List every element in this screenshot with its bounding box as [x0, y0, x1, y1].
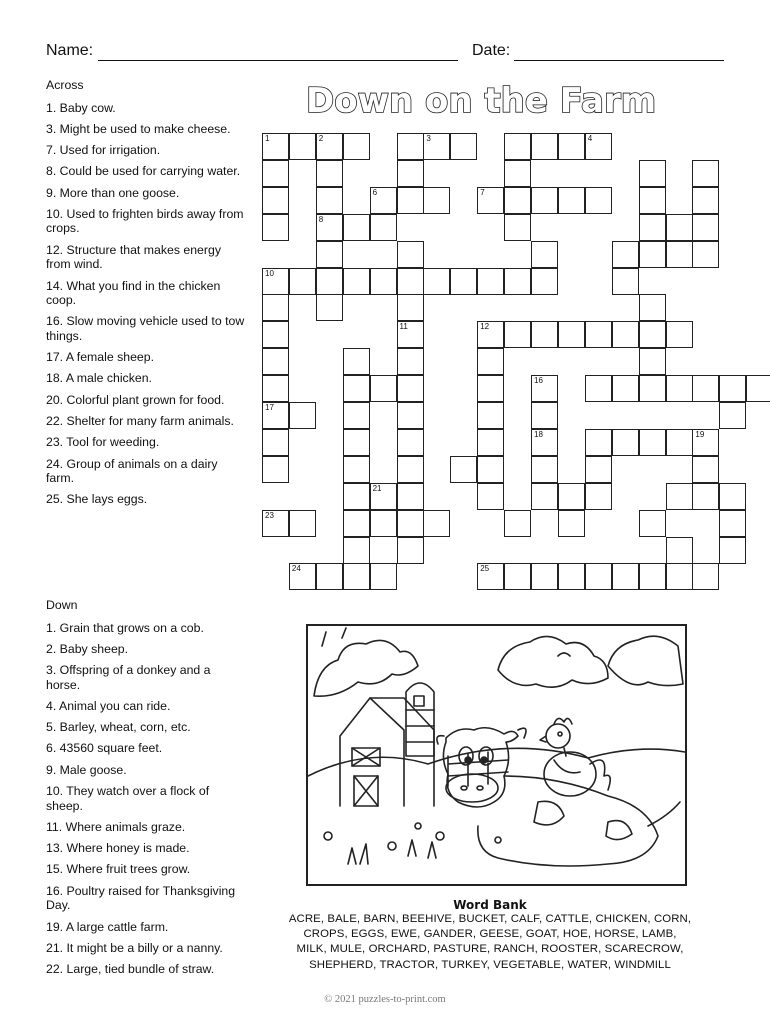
date-line: [514, 60, 724, 62]
crossword-cell[interactable]: [531, 321, 558, 348]
crossword-cell[interactable]: [316, 187, 343, 214]
clue-number: 1: [265, 134, 270, 143]
crossword-cell[interactable]: [397, 241, 424, 268]
crossword-cell[interactable]: [316, 268, 343, 295]
crossword-cell[interactable]: [262, 402, 289, 429]
crossword-cell[interactable]: [531, 563, 558, 590]
crossword-cell[interactable]: [585, 429, 612, 456]
word-bank-line: SHEPHERD, TRACTOR, TURKEY, VEGETABLE, WATER, WINDMILL: [309, 958, 671, 971]
crossword-cell[interactable]: [531, 402, 558, 429]
crossword-cell[interactable]: [504, 510, 531, 537]
clue-down: 3. Offspring of a donkey and a horse.: [46, 663, 211, 692]
clue-across: 25. She lays eggs.: [46, 492, 148, 507]
crossword-cell[interactable]: [666, 483, 693, 510]
crossword-cell[interactable]: [289, 563, 316, 590]
crossword-cell[interactable]: [612, 268, 639, 295]
crossword-cell[interactable]: [504, 563, 531, 590]
crossword-cell[interactable]: [262, 456, 289, 483]
crossword-cell[interactable]: [477, 402, 504, 429]
crossword-cell[interactable]: [692, 241, 719, 268]
crossword-cell[interactable]: [450, 133, 477, 160]
clue-down: 10. They watch over a flock of sheep.: [46, 784, 210, 813]
clue-across: 7. Used for irrigation.: [46, 143, 161, 158]
crossword-cell[interactable]: [370, 187, 397, 214]
clue-number: 8: [318, 214, 324, 224]
crossword-cell[interactable]: [316, 160, 343, 187]
crossword-cell[interactable]: [477, 348, 504, 375]
crossword-cell[interactable]: [558, 563, 585, 590]
crossword-cell[interactable]: [370, 214, 397, 241]
crossword-cell[interactable]: [316, 214, 343, 241]
crossword-cell[interactable]: [585, 133, 612, 160]
clue-number: 21: [372, 483, 382, 493]
crossword-cell[interactable]: [477, 375, 504, 402]
crossword-cell[interactable]: [719, 483, 746, 510]
crossword-cell[interactable]: [343, 402, 370, 429]
clue-number: 11: [399, 322, 408, 332]
trees-icon: [314, 628, 683, 696]
crossword-cell[interactable]: [639, 321, 666, 348]
clue-across: 22. Shelter for many farm animals.: [46, 414, 234, 429]
clue-down: 1. Grain that grows on a cob.: [46, 620, 204, 635]
clue-across: 10. Used to frighten birds away from crops.: [46, 206, 244, 236]
clue-number: 25: [480, 564, 490, 574]
crossword-cell[interactable]: [531, 268, 558, 295]
crossword-cell[interactable]: [639, 348, 666, 375]
crossword-cell[interactable]: [531, 187, 558, 214]
crossword-cell[interactable]: [558, 187, 585, 214]
silo-icon: [406, 683, 434, 756]
clue-down: 21. It might be a billy or a nanny.: [46, 940, 223, 955]
clue-down: 13. Where honey is made.: [46, 841, 190, 856]
clue-down: 16. Poultry raised for Thanksgiving Day.: [46, 883, 236, 913]
barn-icon: [340, 698, 434, 806]
crossword-cell[interactable]: [666, 214, 693, 241]
page-title: [300, 78, 685, 122]
crossword-cell[interactable]: [504, 214, 531, 241]
clue-down: 22. Large, tied bundle of straw.: [46, 962, 215, 977]
clue-across: 16. Slow moving vehicle used to tow things.: [46, 314, 245, 343]
crossword-cell[interactable]: [289, 510, 316, 537]
clue-down: 15. Where fruit trees grow.: [46, 862, 191, 877]
down-heading: Down: [46, 598, 78, 612]
crossword-cell[interactable]: [397, 483, 424, 510]
crossword-cell[interactable]: [504, 321, 531, 348]
crossword-cell[interactable]: [397, 294, 424, 321]
crossword-cell[interactable]: [477, 563, 504, 590]
crossword-cell[interactable]: [477, 321, 504, 348]
crossword-cell[interactable]: [666, 375, 693, 402]
word-bank-title: Word Bank: [453, 898, 527, 912]
crossword-cell[interactable]: [343, 348, 370, 375]
date-field[interactable]: [472, 42, 510, 60]
crossword-cell[interactable]: [692, 160, 719, 187]
clue-down: 4. Animal you can ride.: [46, 698, 171, 713]
crossword-cell[interactable]: [262, 160, 289, 187]
clue-number: 4: [587, 134, 593, 143]
clue-number: 24: [291, 564, 301, 574]
clue-across: 12. Structure that makes energy from wind.: [46, 242, 221, 272]
clue-across: 14. What you find in the chicken coop.: [46, 278, 221, 308]
crossword-cell[interactable]: [639, 241, 666, 268]
across-heading: Across: [46, 78, 84, 92]
clue-across: 18. A male chicken.: [46, 371, 152, 386]
crossword-cell[interactable]: [370, 483, 397, 510]
crossword-cell[interactable]: [666, 429, 693, 456]
crossword-cell[interactable]: [343, 537, 370, 564]
svg-text:Down on the Farm: Down on the Farm: [306, 81, 657, 121]
crossword-cell[interactable]: [397, 187, 424, 214]
crossword-cell[interactable]: [692, 456, 719, 483]
crossword-cell[interactable]: [262, 429, 289, 456]
crossword-cell[interactable]: [343, 268, 370, 295]
crossword-cell[interactable]: [531, 241, 558, 268]
crossword-cell[interactable]: [289, 268, 316, 295]
crossword-cell[interactable]: [692, 483, 719, 510]
crossword-cell[interactable]: [289, 402, 316, 429]
crossword-cell[interactable]: [397, 510, 424, 537]
clue-down: 5. Barley, wheat, corn, etc.: [46, 720, 191, 735]
crossword-cell[interactable]: [612, 241, 639, 268]
crossword-cell[interactable]: [504, 160, 531, 187]
crossword-cell[interactable]: [397, 429, 424, 456]
crossword-cell[interactable]: [343, 214, 370, 241]
crossword-cell[interactable]: [639, 160, 666, 187]
clue-across: 3. Might be used to make cheese.: [46, 121, 231, 136]
crossword-cell[interactable]: [531, 375, 558, 402]
crossword-cell[interactable]: [370, 375, 397, 402]
down-clues: [46, 598, 246, 983]
crossword-cell[interactable]: [343, 133, 370, 160]
crossword-cell[interactable]: [585, 187, 612, 214]
clue-number: 10: [265, 268, 274, 278]
clue-across: 24. Group of animals on a dairy farm.: [46, 456, 218, 486]
word-bank-line: CROPS, EGGS, EWE, GANDER, GEESE, GOAT, HOE, HORSE, LAMB,: [303, 928, 677, 941]
crossword-cell[interactable]: [262, 187, 289, 214]
crossword-cell[interactable]: [316, 563, 343, 590]
crossword-cell[interactable]: [397, 537, 424, 564]
crossword-cell[interactable]: [558, 133, 585, 160]
crossword-cell[interactable]: [423, 133, 450, 160]
crossword-cell[interactable]: [397, 160, 424, 187]
clue-number: 2: [318, 134, 324, 143]
crossword-cell[interactable]: [585, 456, 612, 483]
clue-number: 6: [372, 187, 378, 197]
crossword-cell[interactable]: [585, 321, 612, 348]
crossword-cell[interactable]: [692, 429, 719, 456]
crossword-cell[interactable]: [639, 294, 666, 321]
crossword-cell[interactable]: [262, 348, 289, 375]
crossword-cell[interactable]: [531, 133, 558, 160]
clue-across: 23. Tool for weeding.: [46, 435, 160, 450]
crossword-cell[interactable]: [666, 241, 693, 268]
crossword-cell[interactable]: [531, 483, 558, 510]
crossword-cell[interactable]: [397, 456, 424, 483]
crossword-cell[interactable]: [719, 510, 746, 537]
crossword-cell[interactable]: [719, 402, 746, 429]
crossword-cell[interactable]: [397, 402, 424, 429]
crossword-cell[interactable]: [262, 321, 289, 348]
crossword-cell[interactable]: [343, 375, 370, 402]
name-line: [98, 60, 458, 62]
copyright-footer: © 2021 puzzles-to-print.com: [324, 994, 446, 1005]
crossword-cell[interactable]: [612, 429, 639, 456]
name-label: Name:: [46, 42, 94, 59]
crossword-cell[interactable]: [262, 214, 289, 241]
word-bank-line: ACRE, BALE, BARN, BEEHIVE, BUCKET, CALF, CATTLE, CHICKEN, CORN,: [288, 913, 692, 925]
crossword-cell[interactable]: [477, 456, 504, 483]
crossword-cell[interactable]: [639, 429, 666, 456]
crossword-cell[interactable]: [262, 375, 289, 402]
clue-across: 8. Could be used for carrying water.: [46, 164, 241, 179]
crossword-cell[interactable]: [370, 268, 397, 295]
crossword-cell[interactable]: [719, 537, 746, 564]
clue-number: 16: [534, 376, 543, 386]
crossword-cell[interactable]: [343, 456, 370, 483]
clue-number: 23: [265, 510, 274, 520]
crossword-cell[interactable]: [343, 510, 370, 537]
crossword-cell[interactable]: [746, 375, 770, 402]
crossword-cell[interactable]: [639, 375, 666, 402]
crossword-cell[interactable]: [477, 268, 504, 295]
crossword-cell[interactable]: [558, 510, 585, 537]
crossword-cell[interactable]: [639, 563, 666, 590]
crossword-cell[interactable]: [585, 375, 612, 402]
crossword-cell[interactable]: [692, 375, 719, 402]
crossword-cell[interactable]: [450, 456, 477, 483]
crossword-cell[interactable]: [504, 133, 531, 160]
crossword-cell[interactable]: [316, 241, 343, 268]
crossword-cell[interactable]: [423, 187, 450, 214]
date-label: Date:: [472, 42, 511, 59]
crossword-cell[interactable]: [666, 563, 693, 590]
crossword-cell[interactable]: [639, 187, 666, 214]
crossword-cell[interactable]: [585, 483, 612, 510]
clue-number: 18: [534, 429, 543, 439]
crossword-cell[interactable]: [262, 133, 289, 160]
word-bank: [260, 898, 720, 973]
crossword-cell[interactable]: [504, 187, 531, 214]
across-clues: [46, 78, 246, 514]
clue-number: 7: [480, 187, 485, 197]
crossword-cell[interactable]: [531, 456, 558, 483]
clue-down: 19. A large cattle farm.: [46, 919, 169, 934]
word-bank-line: MILK, MULE, ORCHARD, PASTURE, RANCH, ROOSTER, SCARECROW,: [296, 943, 684, 956]
crossword-cell[interactable]: [343, 563, 370, 590]
crossword-cell[interactable]: [397, 133, 424, 160]
crossword-cell[interactable]: [692, 214, 719, 241]
clue-down: 11. Where animals graze.: [46, 819, 186, 834]
crossword-cell[interactable]: [477, 187, 504, 214]
crossword-cell[interactable]: [316, 294, 343, 321]
crossword-cell[interactable]: [666, 537, 693, 564]
crossword-cell[interactable]: [666, 321, 693, 348]
name-field[interactable]: [46, 42, 93, 60]
crossword-cell[interactable]: [639, 214, 666, 241]
crossword-cell[interactable]: [343, 429, 370, 456]
crossword-cell[interactable]: [370, 563, 397, 590]
crossword-cell[interactable]: [585, 563, 612, 590]
crossword-cell[interactable]: [531, 429, 558, 456]
clue-across: 17. A female sheep.: [46, 350, 155, 365]
crossword-cell[interactable]: [477, 483, 504, 510]
crossword-cell[interactable]: [504, 268, 531, 295]
crossword-cell[interactable]: [612, 375, 639, 402]
crossword-cell[interactable]: [423, 268, 450, 295]
crossword-cell[interactable]: [316, 133, 343, 160]
clue-number: 17: [265, 403, 274, 412]
crossword-cell[interactable]: [262, 510, 289, 537]
crossword-cell[interactable]: [397, 321, 424, 348]
clue-across: 1. Baby cow.: [46, 100, 116, 115]
clue-down: 6. 43560 square feet.: [46, 741, 163, 756]
clue-down: 9. Male goose.: [46, 762, 127, 777]
crossword-cell[interactable]: [397, 375, 424, 402]
crossword-cell[interactable]: [639, 510, 666, 537]
crossword-cell[interactable]: [719, 375, 746, 402]
crossword-cell[interactable]: [343, 483, 370, 510]
crossword-cell[interactable]: [612, 563, 639, 590]
clue-down: 2. Baby sheep.: [46, 641, 129, 656]
crossword-cell[interactable]: [370, 510, 397, 537]
crossword-cell[interactable]: [477, 429, 504, 456]
crossword-cell[interactable]: [423, 510, 450, 537]
crossword-cell[interactable]: [397, 348, 424, 375]
crossword-cell[interactable]: [558, 483, 585, 510]
clue-number: 12: [480, 322, 490, 332]
clue-across: 9. More than one goose.: [46, 185, 180, 200]
crossword-cell[interactable]: [262, 268, 289, 295]
crossword-cell[interactable]: [692, 563, 719, 590]
clue-number: 19: [695, 429, 705, 439]
crossword-cell[interactable]: [289, 133, 316, 160]
clue-across: 20. Colorful plant grown for food.: [46, 392, 225, 407]
crossword-cell[interactable]: [262, 294, 289, 321]
clue-number: 3: [426, 134, 431, 143]
farm-illustration: [306, 624, 687, 886]
crossword-cell[interactable]: [450, 268, 477, 295]
crossword-cell[interactable]: [612, 321, 639, 348]
crossword-cell[interactable]: [558, 321, 585, 348]
crossword-cell[interactable]: [397, 268, 424, 295]
crossword-cell[interactable]: [692, 187, 719, 214]
